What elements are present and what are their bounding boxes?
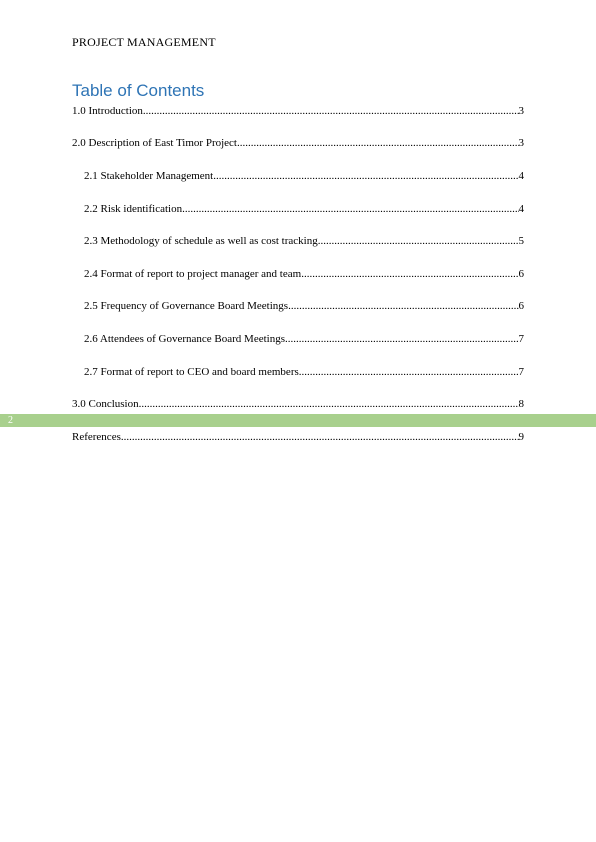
toc-entry-references[interactable] (72, 430, 524, 444)
toc-leader-dots (139, 397, 519, 411)
toc-entry-text: 2.3 Methodology of schedule as well as cost tracking (84, 235, 318, 247)
toc-entry-page: 4 (518, 170, 524, 182)
toc-entry-introduction[interactable] (72, 104, 524, 118)
toc-entry-page: 6 (518, 300, 524, 312)
running-head: PROJECT MANAGEMENT (72, 35, 216, 49)
toc-leader-dots (143, 104, 519, 118)
toc-title: Table of Contents (72, 81, 205, 100)
toc-leader-dots (237, 136, 519, 150)
toc-leader-dots (213, 169, 518, 183)
toc-entry-text: 2.1 Stakeholder Management (84, 170, 214, 182)
toc-leader-dots (285, 332, 519, 346)
toc-entry-text: References (72, 431, 121, 443)
toc-entry-page: 8 (518, 398, 524, 410)
toc-entry-methodology[interactable] (84, 234, 524, 248)
toc-entry-description[interactable] (72, 136, 524, 150)
page-number-band (0, 414, 596, 427)
page-number: 2 (8, 415, 13, 426)
toc-entry-text: 2.6 Attendees of Governance Board Meetings (84, 333, 285, 345)
toc-entry-text: 2.4 Format of report to project manager and team (84, 268, 302, 280)
toc-entry-page: 6 (518, 268, 524, 280)
toc-entry-text: 2.0 Description of East Timor Project (72, 137, 237, 149)
toc-entry-text: 2.7 Format of report to CEO and board members (84, 366, 299, 378)
toc-leader-dots (182, 202, 518, 216)
toc-leader-dots (299, 365, 519, 379)
toc-entry-text: 2.5 Frequency of Governance Board Meetings (84, 300, 289, 312)
toc-entry-page: 7 (518, 333, 524, 345)
toc-leader-dots (121, 430, 519, 444)
toc-entry-text: 2.2 Risk identification (84, 203, 183, 215)
toc-entry-page: 7 (518, 366, 524, 378)
toc-entry-meeting-frequency[interactable] (84, 299, 524, 313)
toc-leader-dots (318, 234, 519, 248)
toc-leader-dots (301, 267, 518, 281)
toc-entry-stakeholder[interactable] (84, 169, 524, 183)
toc-entry-text: 1.0 Introduction (72, 105, 143, 117)
toc-entry-page: 4 (518, 203, 524, 215)
toc-entry-risk[interactable] (84, 202, 524, 216)
toc-entry-report-format-pm[interactable] (84, 267, 524, 281)
toc-entry-text: 3.0 Conclusion (72, 398, 139, 410)
toc-entry-conclusion[interactable] (72, 397, 524, 411)
toc-entry-report-format-ceo[interactable] (84, 365, 524, 379)
toc-entry-page: 3 (518, 137, 524, 149)
toc-entry-page: 5 (518, 235, 524, 247)
toc-entry-page: 9 (518, 431, 524, 443)
toc-entry-page: 3 (518, 105, 524, 117)
toc-leader-dots (288, 299, 518, 313)
toc-entry-meeting-attendees[interactable] (84, 332, 524, 346)
